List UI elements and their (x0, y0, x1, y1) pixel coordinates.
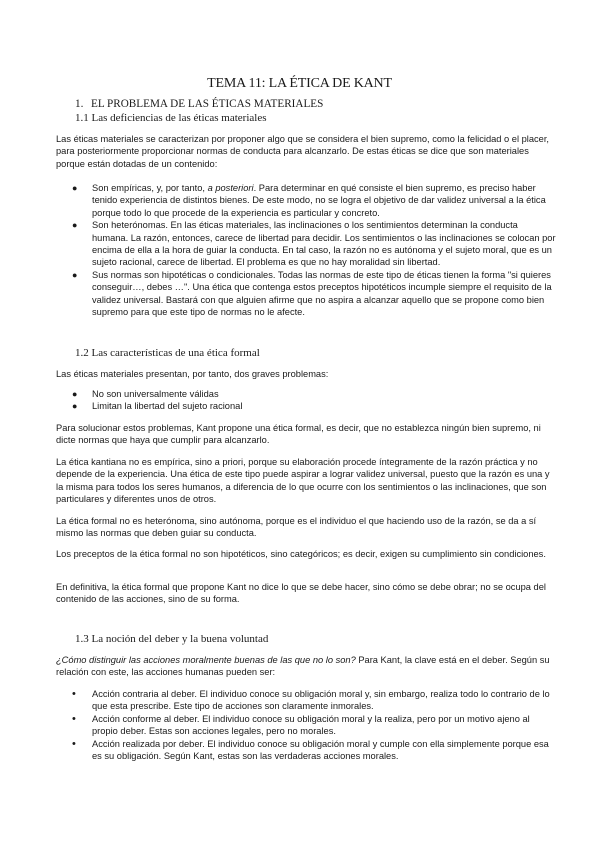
subsection-heading-1-1: 1.1 Las deficiencias de las éticas materiales (75, 112, 267, 124)
subsection-heading-1-2: 1.2 Las características de una ética formal (75, 347, 260, 359)
bullet-icon: • (72, 712, 76, 725)
list-item: • Acción contraria al deber. El individuo conoce su obligación moral y, sin embargo, realiza todo lo contrario de lo que esta prescribe. Este tipo de acciones son claramente inmorales. (72, 688, 550, 712)
categoricos-paragraph: Los preceptos de la ética formal no son hipotéticos, sino categóricos; es decir, exigen su cumplimiento sin condiciones. (56, 549, 546, 559)
autonoma-paragraph: La ética formal no es heterónoma, sino autónoma, porque es el individuo el que haciendo uso de la razón, se da a sí mismo las normas que deben guiar su conducta. (56, 516, 537, 539)
problems-paragraph: Las éticas materiales presentan, por tanto, dos graves problemas: (56, 369, 329, 379)
acciones-bullet-list (56, 688, 556, 762)
question-paragraph: ¿Cómo distinguir las acciones moralmente buenas de las que no lo son? Para Kant, la clave está en el deber. Según su relación con este, las acciones humanas pueden ser: (56, 655, 550, 678)
list-item: ● No son universalmente válidas (72, 389, 219, 399)
list-item: ● Son empíricas, y, por tanto, a posteriori. Para determinar en qué consiste el bien supremo, es preciso haber tenido experiencia de distintos bienes. De este modo, no se logra el objetivo de dar validez universal a la ética porque todo lo que procede de la experiencia es particular y concreto. (72, 183, 546, 218)
bullet-icon: ● (72, 401, 78, 412)
list-item: ● Sus normas son hipotéticas o condicionales. Todas las normas de este tipo de éticas tienen la forma "si quieres conseguir…, debes …". Una ética que contenga estos preceptos hipotéticos incumple siempre el requisito de la validez universal. Bastará con que alguien afirme que no aspira a alcanzar aquello que se propone como bien supremo para que este tipo de normas no le afecte. (72, 269, 552, 318)
problems-bullet-list (56, 388, 556, 413)
bullet-icon: ● (72, 220, 78, 231)
bullet-icon: ● (72, 269, 78, 280)
bullet-icon: ● (72, 389, 78, 399)
solution-paragraph: Para solucionar estos problemas, Kant propone una ética formal, es decir, que no establezca ningún bien supremo, ni dicte normas que haya que cumplir para alcanzarlo. (56, 423, 541, 446)
bullet-icon: • (72, 688, 76, 700)
list-item: ● Limitan la libertad del sujeto racional (72, 401, 243, 412)
apriori-paragraph: La ética kantiana no es empírica, sino a priori, porque su elaboración procede íntegramente de la razón práctica y no depende de la experiencia. Una ética de este tipo puede aspirar a lograr validez universal, puesto que la razón es una y la misma para todos los seres humanos, a diferencia de lo que ocurre con los sentimientos o las inclinaciones, que son particulares y diferentes unos de otros. (56, 457, 550, 505)
question-emphasis: ¿Cómo distinguir las acciones moralmente buenas de las que no lo son? (56, 655, 356, 665)
page-title: TEMA 11: LA ÉTICA DE KANT (207, 76, 392, 91)
materiales-bullet-list (56, 182, 556, 318)
bullet-icon: ● (72, 183, 78, 193)
bullet-icon: • (72, 737, 76, 750)
intro-paragraph: Las éticas materiales se caracterizan por proponer algo que se considera el bien supremo, como la felicidad o el placer, para posteriormente proporcionar normas de conducta para alcanzarlo. De estas éticas se dice que son materiales porque están dotadas de un contenido: (56, 134, 550, 169)
list-item: ● Son heterónomas. En las éticas materiales, las inclinaciones o los sentimientos determinan la conducta humana. La razón, entonces, carece de libertad para decidir. Los sentimientos o las inclinaciones se colocan por encima de ella a la hora de guiar la conducta. En tal caso, la razón no es autónoma y el sujeto moral, que es un sujeto racional, carece de libertad. El problema es que no hay moralidad sin libertad. (72, 220, 556, 268)
list-item: • Acción realizada por deber. El individuo conoce su obligación moral y cumple con ella simplemente porque esa es su obligación. Según Kant, estas son las verdaderas acciones morales. (72, 737, 549, 762)
section-heading (75, 98, 323, 110)
section-number: 1. (75, 98, 84, 110)
subsection-heading-1-3: 1.3 La noción del deber y la buena voluntad (75, 633, 269, 645)
definitiva-paragraph: En definitiva, la ética formal que propone Kant no dice lo que se debe hacer, sino cómo se debe obrar; no se ocupa del contenido de las acciones, sino de su forma. (56, 582, 546, 605)
section-title: EL PROBLEMA DE LAS ÉTICAS MATERIALES (91, 98, 324, 110)
list-item: • Acción conforme al deber. El individuo conoce su obligación moral y la realiza, pero por un motivo ajeno al propio deber. Estas son acciones legales, pero no morales. (72, 712, 530, 737)
